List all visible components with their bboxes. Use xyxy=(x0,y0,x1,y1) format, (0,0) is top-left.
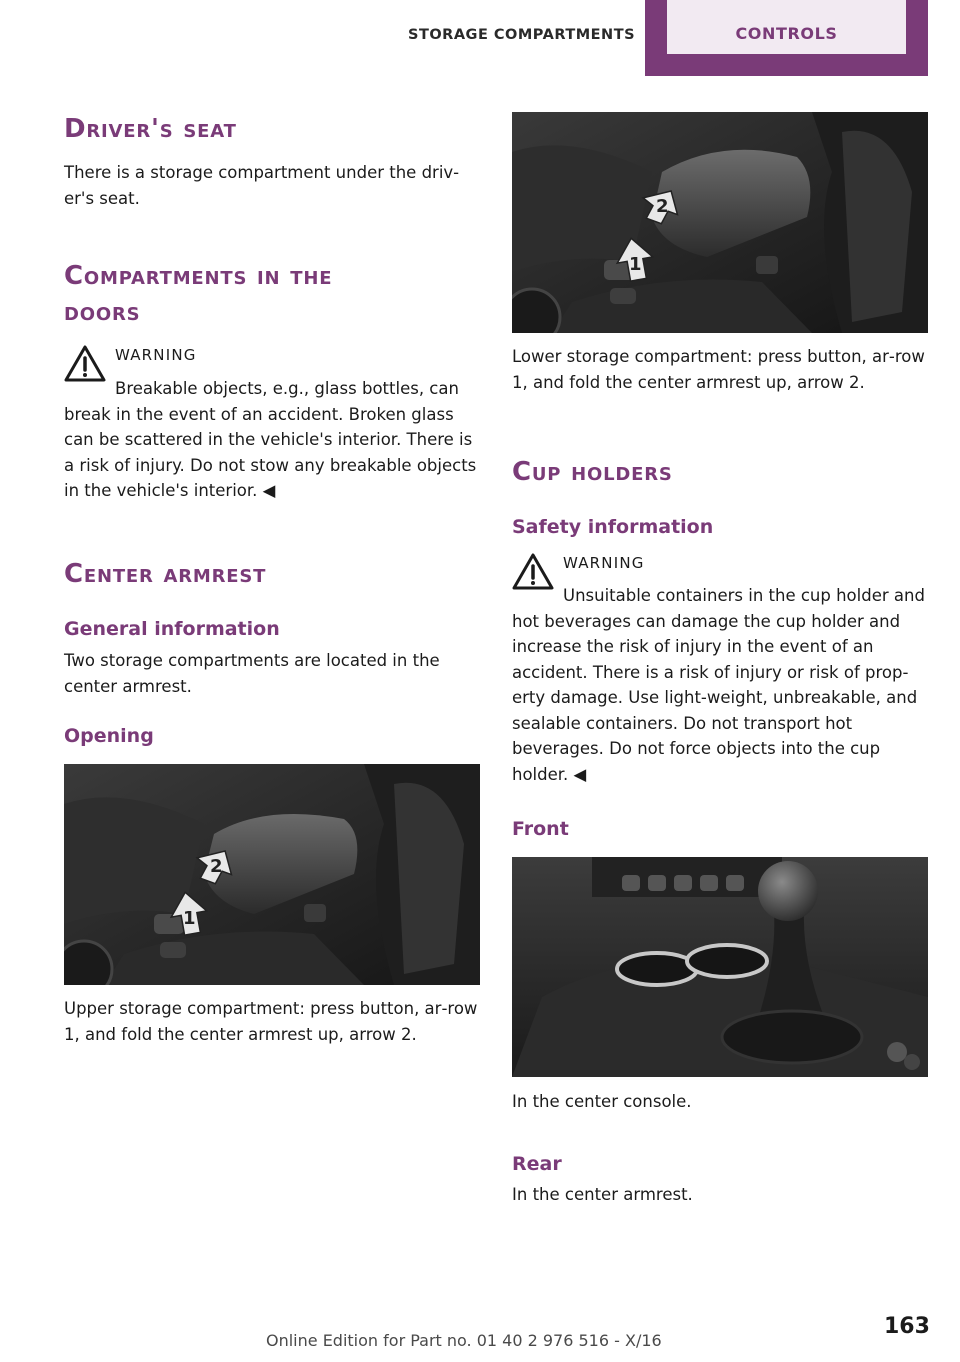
heading-center-armrest: Center armrest xyxy=(64,559,267,589)
text-drivers-seat: There is a storage compartment under the driv‐er's seat. xyxy=(64,163,460,208)
heading-rear: Rear xyxy=(512,1153,562,1175)
doors-warning-text: Breakable objects, e.g., glass bottles, can break in the event of an accident. Broken glass can be scattered in the vehicle's interior. There is a risk of injury. Do not stow any breakable objects in the vehicle's interior. ◀ xyxy=(64,379,477,500)
text-rear: In the center armrest. xyxy=(512,1185,693,1204)
photo-front-cup-holders xyxy=(512,857,928,1077)
heading-opening: Opening xyxy=(64,725,154,747)
heading-compartments-doors-line2: doors xyxy=(64,297,141,327)
arrow-2-label: 2 xyxy=(210,856,223,877)
page-number: 163 xyxy=(884,1314,930,1339)
doors-warning xyxy=(64,344,480,504)
photo-lower-storage-compartment xyxy=(512,112,928,333)
cup-holder-warning xyxy=(512,552,928,788)
caption-front-cup-holders: In the center console. xyxy=(512,1092,692,1111)
heading-general-information: General information xyxy=(64,618,280,640)
chapter-tab-label: CONTROLS xyxy=(735,24,838,43)
running-header-section: STORAGE COMPARTMENTS xyxy=(408,27,636,43)
caption-upper-storage: Upper storage compartment: press button, ar‐row 1, and fold the center armrest up, arrow 2. xyxy=(64,999,478,1044)
cup-holder-warning-text: Unsuitable containers in the cup holder and hot beverages can damage the cup holder and increase the risk of injury in the event of an accident. There is a risk of injury or risk of prop‐erty damage. Use light-weight, unbreakable, and sealable containers. Do not transport hot beverages. Do not force objects into the cup holder. ◀ xyxy=(512,586,925,784)
chapter-tab xyxy=(645,0,928,76)
heading-cup-holders: Cup holders xyxy=(512,457,673,487)
heading-compartments-doors-line1: Compartments in the xyxy=(64,261,333,291)
cup-holder-warning-label: WARNING xyxy=(563,554,645,572)
caption-lower-storage: Lower storage compartment: press button, ar‐row 1, and fold the center armrest up, arrow 2. xyxy=(512,347,925,392)
arrow-2-label-lower: 2 xyxy=(656,196,669,217)
heading-drivers-seat: Driver's seat xyxy=(64,114,237,144)
doors-warning-label: WARNING xyxy=(115,346,197,364)
heading-safety-information: Safety information xyxy=(512,516,714,538)
footer-edition: Online Edition for Part no. 01 40 2 976 516 - X/16 xyxy=(266,1331,662,1350)
arrow-1-label-lower: 1 xyxy=(629,254,642,275)
footer-watermark xyxy=(266,1335,818,1354)
text-general-information: Two storage compartments are located in the center armrest. xyxy=(64,651,440,696)
photo-upper-storage-compartment xyxy=(64,764,480,985)
heading-front: Front xyxy=(512,818,569,840)
arrow-1-label: 1 xyxy=(183,908,196,929)
